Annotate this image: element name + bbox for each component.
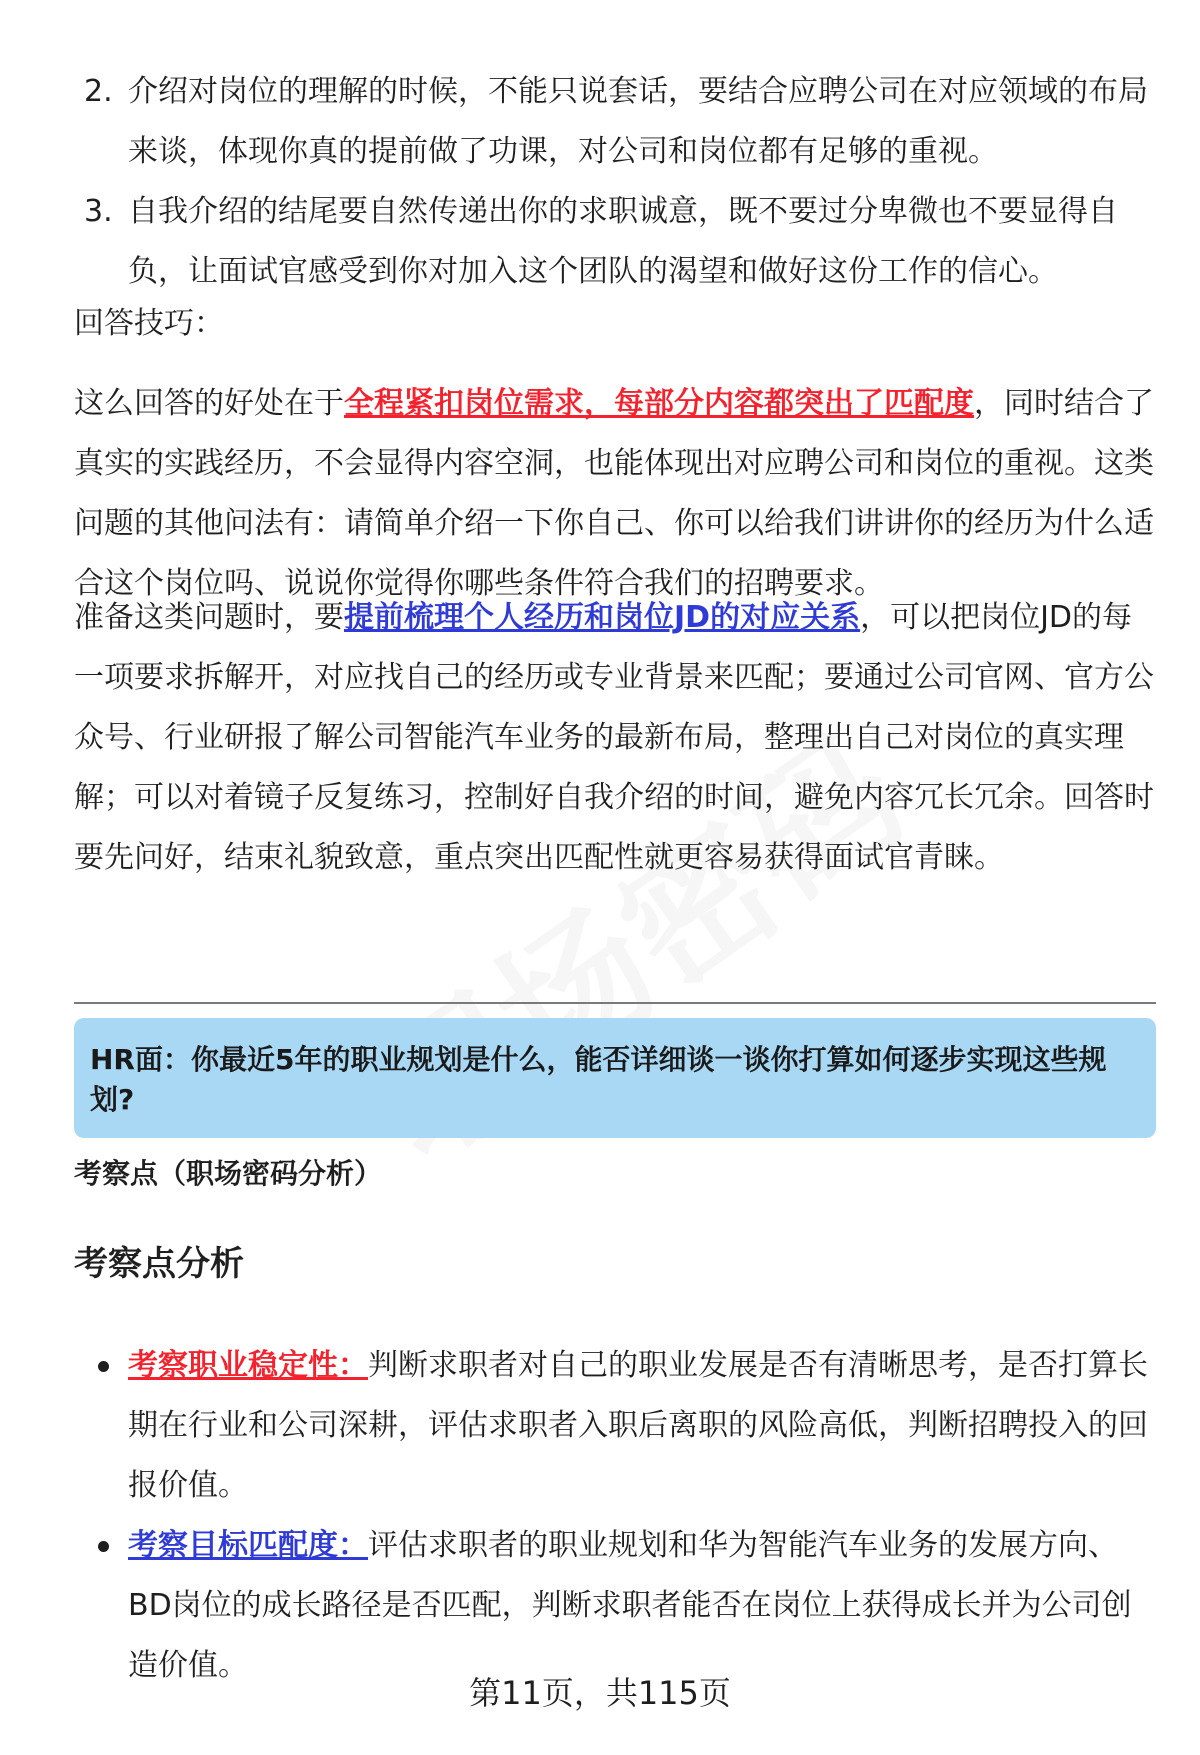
tips-label: 回答技巧： [74, 306, 224, 341]
bullet-label: 考察目标匹配度： [128, 1528, 368, 1563]
list-number: 3. [84, 194, 113, 229]
para-text: ，同时结合了真实的实践经历，不会显得内容空洞，也能体现出对应聘公司和岗位的重视。这类问题的其他问法有：请简单介绍一下你自己、你可以给我们讲讲你的经历为什么适合这个岗位吗、说说你觉得你哪些条件符合我们的招聘要求。 [74, 386, 1154, 601]
bullet-list [74, 1336, 1156, 1696]
para-text: 这么回答的好处在于 [74, 386, 344, 421]
list-text: 介绍对岗位的理解的时候，不能只说套话，要结合应聘公司在对应领域的布局来谈，体现你真的提前做了功课，对公司和岗位都有足够的重视。 [128, 74, 1148, 169]
question-text: HR面：你最近5年的职业规划是什么，能否详细谈一谈你打算如何逐步实现这些规划? [90, 1043, 1107, 1116]
list-item [74, 1336, 1156, 1516]
bullet-text: 判断求职者对自己的职业发展是否有清晰思考，是否打算长期在行业和公司深耕，评估求职者入职后离职的风险高低，判断招聘投入的回报价值。 [128, 1348, 1148, 1503]
list-number: 2. [84, 74, 113, 109]
question-callout [74, 1018, 1156, 1138]
highlight-red: 全程紧扣岗位需求，每部分内容都突出了匹配度 [344, 386, 974, 421]
list-item [74, 62, 1154, 182]
list-item [74, 182, 1154, 302]
paragraph-benefits [74, 374, 1156, 614]
bullet-text: 评估求职者的职业规划和华为智能汽车业务的发展方向、BD岗位的成长路径是否匹配，判断求职者能否在岗位上获得成长并为公司创造价值。 [128, 1528, 1132, 1683]
highlight-blue: 提前梳理个人经历和岗位JD的对应关系 [344, 600, 861, 635]
section-title: 考察点分析 [74, 1244, 244, 1284]
bullet-icon [98, 1541, 109, 1552]
paragraph-preparation [74, 588, 1156, 888]
list-text: 自我介绍的结尾要自然传递出你的求职诚意，既不要过分卑微也不要显得自负，让面试官感受到你对加入这个团队的渴望和做好这份工作的信心。 [128, 194, 1118, 289]
divider [74, 1002, 1156, 1004]
page-footer: 第11页，共115页 [469, 1674, 731, 1712]
bullet-label: 考察职业稳定性： [128, 1348, 368, 1383]
bullet-icon [98, 1361, 109, 1372]
numbered-list [74, 62, 1154, 302]
subheading: 考察点（职场密码分析） [74, 1157, 383, 1190]
para-text: ，可以把岗位JD的每一项要求拆解开，对应找自己的经历或专业背景来匹配；要通过公司官网、官方公众号、行业研报了解公司智能汽车业务的最新布局，整理出自己对岗位的真实理解；可以对着镜子反复练习，控制好自我介绍的时间，避免内容冗长冗余。回答时要先问好，结束礼貌致意，重点突出匹配性就更容易获得面试官青睐。 [74, 600, 1154, 875]
para-text: 准备这类问题时，要 [74, 600, 344, 635]
